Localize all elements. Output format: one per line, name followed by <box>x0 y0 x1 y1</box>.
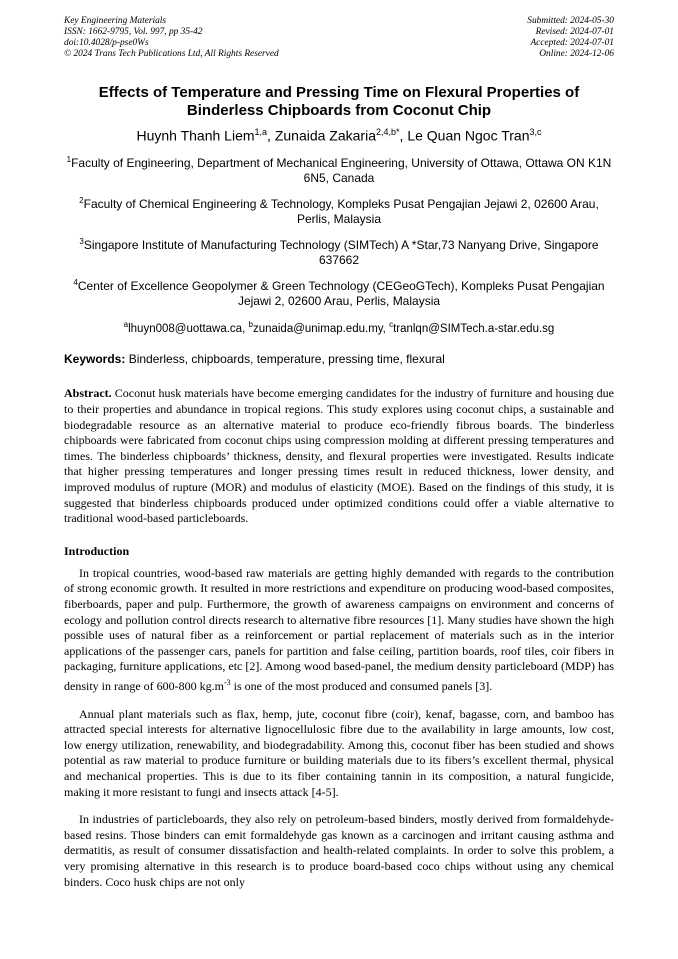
email-sup: a <box>123 319 129 329</box>
submission-dates <box>527 16 614 60</box>
author-sup: 2,4,b* <box>376 127 400 137</box>
affiliation-sup: 2 <box>79 195 84 205</box>
journal-name: Key Engineering Materials <box>64 16 167 26</box>
author-name: Zunaida Zakaria <box>274 127 376 144</box>
journal-header <box>64 16 614 60</box>
revised-date: Revised: 2024-07-01 <box>535 27 614 37</box>
submitted-date: Submitted: 2024-05-30 <box>527 16 614 26</box>
unit-exponent: -3 <box>223 677 231 687</box>
affiliation-sup: 3 <box>79 236 84 246</box>
paper-title: Effects of Temperature and Pressing Time on Flexural Properties of Binderless Chipboards from Coconut Chip <box>98 84 580 119</box>
affiliation-text: Faculty of Engineering, Department of Mechanical Engineering, University of Ottawa, Ottawa ON K1N 6N5, Canada <box>71 155 612 185</box>
author-emails: $^a$lhuyn008@uottawa.ca, $^b$zunaida@unimap.edu.my, $^c$tranlqn@SIMTech.a-star.edu.sg <box>123 319 555 335</box>
abstract-label: Abstract. <box>64 386 112 401</box>
author-sup: 3,c <box>529 127 542 137</box>
keywords <box>64 352 614 367</box>
email-link[interactable]: zunaida@unimap.edu.my <box>252 322 383 335</box>
author-sup: 1,a <box>254 127 268 137</box>
online-date: Online: 2024-12-06 <box>539 49 614 59</box>
affiliation-sup: 4 <box>73 277 78 287</box>
abstract <box>64 386 614 526</box>
affiliation <box>64 275 614 309</box>
keywords-text: Binderless, chipboards, temperature, pressing time, flexural <box>128 352 445 367</box>
affiliation-sup: 1 <box>66 154 72 164</box>
intro-paragraph <box>64 566 614 695</box>
author-name: Huynh Thanh Liem <box>136 127 255 144</box>
intro-paragraph: Annual plant materials such as flax, hemp, jute, coconut fibre (coir), kenaf, bagasse, corn, and bamboo has attracted special interests for alternative lignocellulosic fibre due to the availability in large amounts, low cost, low energy utilization, renewability, and biodegradability. Among this, coconut fiber has been studied and shows potential as raw material to produce furniture or building materials due to its fibers’s excellent thermal, physical and mechanical properties. This is due to its fiber containing tannin in its composition, a natural fungicide, making it more resistant to fungi and insects attack [4-5]. <box>64 706 614 799</box>
journal-info <box>64 16 279 60</box>
email-link[interactable]: tranlqn@SIMTech.a-star.edu.sg <box>393 322 555 335</box>
author-list: Huynh Thanh Liem$^{1,a}$, Zunaida Zakaria$^{2,4,b*}$, Le Quan Ngoc Tran$^{3,c}$ <box>136 127 542 144</box>
keywords-label: Keywords: <box>64 352 126 367</box>
affiliation-text: Faculty of Chemical Engineering & Technology, Kompleks Pusat Pengajian Jejawi 2, 02600 Arau, Perlis, Malaysia <box>83 196 599 226</box>
affiliation-text: Singapore Institute of Manufacturing Technology (SIMTech) A *Star,73 Nanyang Drive, Singapore 637662 <box>83 237 599 267</box>
accepted-date: Accepted: 2024-07-01 <box>530 38 614 48</box>
affiliation <box>64 234 614 268</box>
copyright-line: © 2024 Trans Tech Publications Ltd, All Rights Reserved <box>64 49 279 59</box>
affiliation <box>64 193 614 227</box>
issn-line: ISSN: 1662-9795, Vol. 997, pp 35-42 <box>64 27 203 37</box>
doi-line: doi:10.4028/p-pse0Ws <box>64 38 149 48</box>
paragraph-text: is one of the most produced and consumed panels [3]. <box>230 678 493 693</box>
author-name: Le Quan Ngoc Tran <box>407 127 530 144</box>
intro-paragraph: In industries of particleboards, they also rely on petroleum-based binders, mostly derived from formaldehyde-based resins. Those binders can emit formaldehyde gas known as a carcinogen and irritant causing asthma and dermatitis, as result of consumer dissatisfaction and health-related complaints. In order to solve this problem, a very promising alternative in this research is to produce board-based coco chips without using any chemical binders. Coco husk chips are not only <box>64 812 614 889</box>
paragraph-text: In tropical countries, wood-based raw materials are getting highly demanded with regards to the contribution of strong economic growth. It resulted in more restrictions and expenditure on producing wood-based composites, fiberboards, paper and pulp. Furthermore, the growth of awareness campaigns on environment and concerns of ecology and pollution control directs research to alternative fibre resources [1]. Many studies have shown the high possible uses of natural fiber as a reinforcement or partial replacement of materials such as in the interior applications of the passenger cars, panels for partition and false ceiling, partition boards, roof tiles, coir fibers in packaging, furniture applications, etc [2]. Among wood based-panel, the medium density particleboard (MDP) has density in range of 600-800 kg.m <box>64 565 614 693</box>
section-heading-introduction: Introduction <box>64 543 130 558</box>
abstract-text: Coconut husk materials have become emerging candidates for the industry of furniture and housing due to their properties and abundance in tropical regions. This study explores using coconut chips, a sustainable and biodegradable resource as an alternative material to produce eco-friendly fibrous boards. The binderless chipboards were fabricated from coconut chips using compression molding at different pressing temperatures and times. The binderless chipboards’ thickness, density, and flexural properties were investigated. Results indicate that higher pressing temperatures and longer pressing times result in reduced thickness, lower density, and improved modulus of rupture (MOR) and modulus of elasticity (MOE). Based on the findings of this study, it is suggested that binderless chipboards produced under optimized conditions could offer a viable alternative to traditional wood-based particleboards. <box>64 386 614 526</box>
affiliation-text: Center of Excellence Geopolymer & Green Technology (CEGeoGTech), Kompleks Pusat Pengajian Jejawi 2, 02600 Arau, Perlis, Malaysia <box>77 278 605 308</box>
email-sup: b <box>248 319 253 329</box>
email-link[interactable]: lhuyn008@uottawa.ca <box>128 322 243 335</box>
email-sup: c <box>389 319 394 329</box>
affiliation <box>64 152 614 186</box>
